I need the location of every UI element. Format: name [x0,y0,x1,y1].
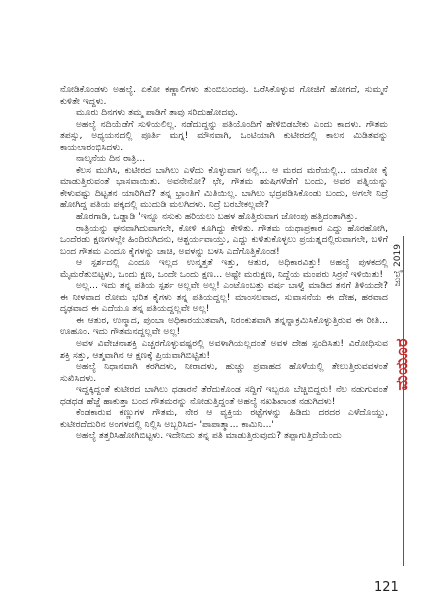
page-number: 121 [374,580,399,595]
paragraph: ಅಹಲ್ಯೆ ನಿಧಾನವಾಗಿ ಕರಗಿದಳು, ನೀರಾದಳು, ಹುಚ್ಚು ಪ್ರವಾಹದ ಹೊಳೆಯಲ್ಲಿ ತೇಲುತ್ತಿರುವವಳಂತೆ ಸುಖಿಸಿದಳು. [60,361,388,384]
paragraph: ಇದ್ದಕ್ಕಿದ್ದಂತೆ ಕುಟೀರದ ಬಾಗಿಲು ಧಡಾರನೆ ತೆರೆದುಕೊಂಡ ಸದ್ದಿಗೆ ಇಬ್ಬರೂ ಬೆಚ್ಚಿಬಿದ್ದರು! ನೆಲ ನಡುಗುವಂತೆ ಧಡಧಡ ಹೆಜ್ಜೆ ಹಾಕುತ್ತಾ ಬಂದ ಗೌತಮರನ್ನು ನೋಡುತ್ತಿದ್ದಂತೆ ಅಹಲ್ಯೆ ನಖಶಿಖಾಂತ ನಡುಗಿದಳು! [60,384,388,407]
magazine-logo: ಮಯೂರ [392,338,411,391]
paragraph: ಅಹಲ್ಯೆ ತತ್ತರಿಸಿಹೋಗಿಬಿಟ್ಟಳು. ಇದೇನಿದು ತನ್ನ ಪತಿ ಮಾಡುತ್ತಿರುವುದು? ತಪ್ಪಾಗುತ್ತಿದೆಯೆಂದು [76,430,342,442]
margin-rule [403,236,404,566]
paragraph: ರಾತ್ರಿಯನ್ನು ಘನವಾಗಿದುವಾಗಲೇ, ಕೋಳಿ ಕೂಗಿದ್ದು ಕೇಳಿತು. ಗೌತಮ ಯಥಾಪ್ರಕಾರ ಎದ್ದು ಹೊರಹೋಗಿ, ಒಂದೆರಡು ಕ್ಷಣಗಳಲ್ಲೇ ಹಿಂದಿರುಗಿದನು, ಆಶ್ಚರ್ಯವಾಯ್ತು, ಎದ್ದು ಕುಳಿತುಕೊಳ್ಳಲು ಪ್ರಯತ್ನದಲ್ಲಿರುವಾಗಲೇ, ಬಳಿಗೆ ಬಂದ ಗೌತಮ ಎಂದೂ ಕೈಗಳನ್ನು ಚಾಚಿ, ಅವಳನ್ನು ಬಳಸಿ ಎದೆಗೊತ್ತಿಕೊಂಡ! [60,222,388,257]
paragraph: ಈ ಆತುರ, ಉನ್ಮಾದ, ಪುಂಬಾ ಅಧಿಕಾರಯುತವಾಗಿ, ನಿರಂಕುಶವಾಗಿ ತನ್ನನ್ನಾಕ್ರಮಿಸಿಕೊಳ್ಳುತ್ತಿರುವ ಈ ರೀತಿ... ಊಹೂಂ. ಇದು ಗೌತಮನದ್ದಲ್ಲವೇ ಅಲ್ಲ! [60,314,388,338]
paragraph: ಕೆಂಡಕಾರುವ ಕಣ್ಣುಗಳ ಗೌತಮ, ನೇರ ಆ ವ್ಯಕ್ತಿಯ ರಟ್ಟೆಗಳನ್ನು ಹಿಡಿದು ದರದರ ಎಳೆದೊಯ್ದು, ಕುಟೀರದೆದುರಿನ ಅಂಗಳದಲ್ಲಿ ನಿಲ್ಲಿಸಿ ಅಬ್ಬರಿಸಿದ- 'ಪಾಪಾತ್ಮಾ... ಕಾಮಿನಿ...' [60,407,388,430]
issue-date: ಜುಲೈ 2019 [393,244,403,287]
paragraph: ಅಲ್ಲ... ಇದು ತನ್ನ ಪತಿಯ ಸ್ಪರ್ಶ ಅಲ್ಲವೇ ಅಲ್ಲ! ಎಂಟೊಂಬತ್ತು ವರ್ಷ ಬಾಳ್ವೆ ಮಾಡಿದ ತನಗೆ ತಿಳಿಯದೇ? ಈ ನೀಳವಾದ ರೋಮ ಭರಿತ ಕೈಗಳು ತನ್ನ ಪತಿಯದ್ದಲ್ಲ! ಮಾಂಸಲವಾದ, ಸುವಾಸನೆಯ ಈ ದೇಹ, ಹರವಾದ ದೃಢವಾದ ಈ ಎದೆಯೂ ತನ್ನ ಪತಿಯದ್ದಲ್ಲವೇ ಅಲ್ಲ! [60,280,388,315]
paragraph: ನೋಡಿಕೊಂಡಳು ಅಹಲ್ಯೆ. ಏಕೋ ಕಣ್ಣಾಲಿಗಳು ತುಂಬಿಬಂದವು. ಒರೆಸಿಕೊಳ್ಳುವ ಗೋಜಿಗೆ ಹೋಗದೆ, ಸುಮ್ಮನೆ ಕುಳಿತೇ ಇದ್ದಳು. [60,84,388,107]
paragraph: ಮೂರು ದಿನಗಳು ತಮ್ಮ ಪಾಡಿಗೆ ತಾವು ಸರಿದುಹೋದವು. [76,107,238,119]
paragraph: ಹೊರಗಾಡಿ, ಒಡ್ಡಾಡಿ 'ಇನ್ನೂ ನಸುಕು ಹರಿಯಲು ಬಹಳ ಹೊತ್ತಿರುವಾಗ ಜೋಂಪು ಹತ್ತಿದಂತಾಗಿತ್ತು. [76,211,358,223]
paragraph: ಅವಳ ವಿವೇಚನಾಶಕ್ತಿ ಎಚ್ಚರಗೊಳ್ಳುವಷ್ಟರಲ್ಲಿ ಅವಳಾಗಿಯಲ್ಲದಂತೆ ಅವಳ ದೇಹ ಸ್ಪಂದಿಸಿತು! ವಿರೋಧಿಸುವ ಶಕ್ತಿ ಸತ್ತು, ಆತ್ಮವಾಗಿನ ಆ ಕ್ಷಣಕ್ಕೆ ಪ್ರಿಯವಾಗಿಬಿಟ್ಟಿತು! [60,338,388,361]
paragraph: ಆ ಸ್ಪರ್ಶದಲ್ಲಿ ಎಂದೂ ಇಲ್ಲದ ಉನ್ಮತ್ತತೆ ಇತ್ತು, ಆತುರ, ಅಧಿಕಾರವಿತ್ತು! ಅಹಲ್ಯೆ ಪುಳಕದಲ್ಲಿ ಮೈಮರೆತುಬಿಟ್ಟಳು, ಒಂದು ಕ್ಷಣ, ಒಂದೇ ಒಂದು ಕ್ಷಣ... ಅಷ್ಟೇ ಮರುಕ್ಷಣ, ನಿದ್ದೆಯ ಮಂಪರು ಸಿರ್ರನೆ ಇಳಿಯಿತು! [60,257,388,280]
paragraph: ಕೆಲಸ ಮುಗಿಸಿ, ಕುಟೀರದ ಬಾಗಿಲು ಎಳೆದು ಕೊಳ್ಳುವಾಗ ಅಲ್ಲಿ... ಆ ಮರದ ಮರೆಯಲ್ಲಿ... ಯಾರೋ ಕೈ ಮಾಡುತ್ತಿರುವಂತೆ ಭಾಸವಾಯಿತು. ಅವನೇನೋ? ಛೇ, ಗೌತಮ ಋಷಿಗಳೆಡೆಗೆ ಬಂದು, ಅವರ ಪತ್ನಿಯನ್ನು ಕೇಳುವಷ್ಟು ದಿಟ್ಟತನ ಯಾರಿಗಿದೆ? ತನ್ನ ಭ್ರಾಂತಿಗೆ ಮಿತಿಯಿಲ್ಲ. ಬಾಗಿಲು ಭದ್ರಪಡಿಸಿಕೊಂಡು ಬಂದು, ಅಗಲೇ ನಿದ್ರೆ ಹೋಗಿದ್ದ ಪತಿಯ ಪಕ್ಕದಲ್ಲಿ ಮುದುಡಿ ಮಲಗಿದಳು. ನಿದ್ರೆ ಬರಬೇಕಲ್ಲವೇ? [60,164,388,211]
paragraph: ನಾಲ್ಕನೆಯ ದಿನ ರಾತ್ರಿ... [76,153,146,165]
story-text-column [60,84,388,442]
paragraph: ಅಹಲ್ಯೆ ನದಿಯೆಡೆಗೆ ಸುಳಿಯಲಿಲ್ಲ. ನಡೆದುದ್ದನ್ನು ಪತಿಯೊಂದಿಗೆ ಹೇಳಿಬಿಡಬೇಕು ಎಂದು ಕಾದಳು. ಗೌತಮ ತಪಸ್ಸು, ಅಧ್ಯಯನದಲ್ಲಿ ಪೂರ್ತಿ ಮಗ್ನ! ಮೌನವಾಗಿ, ಒಂಟಿಯಾಗಿ ಕುಟೀರದಲ್ಲಿ ಕಾಲನ ಮಿಡಿತವನ್ನು ಕಾಯಲಾರಂಭಿಸಿದಳು. [60,118,388,153]
